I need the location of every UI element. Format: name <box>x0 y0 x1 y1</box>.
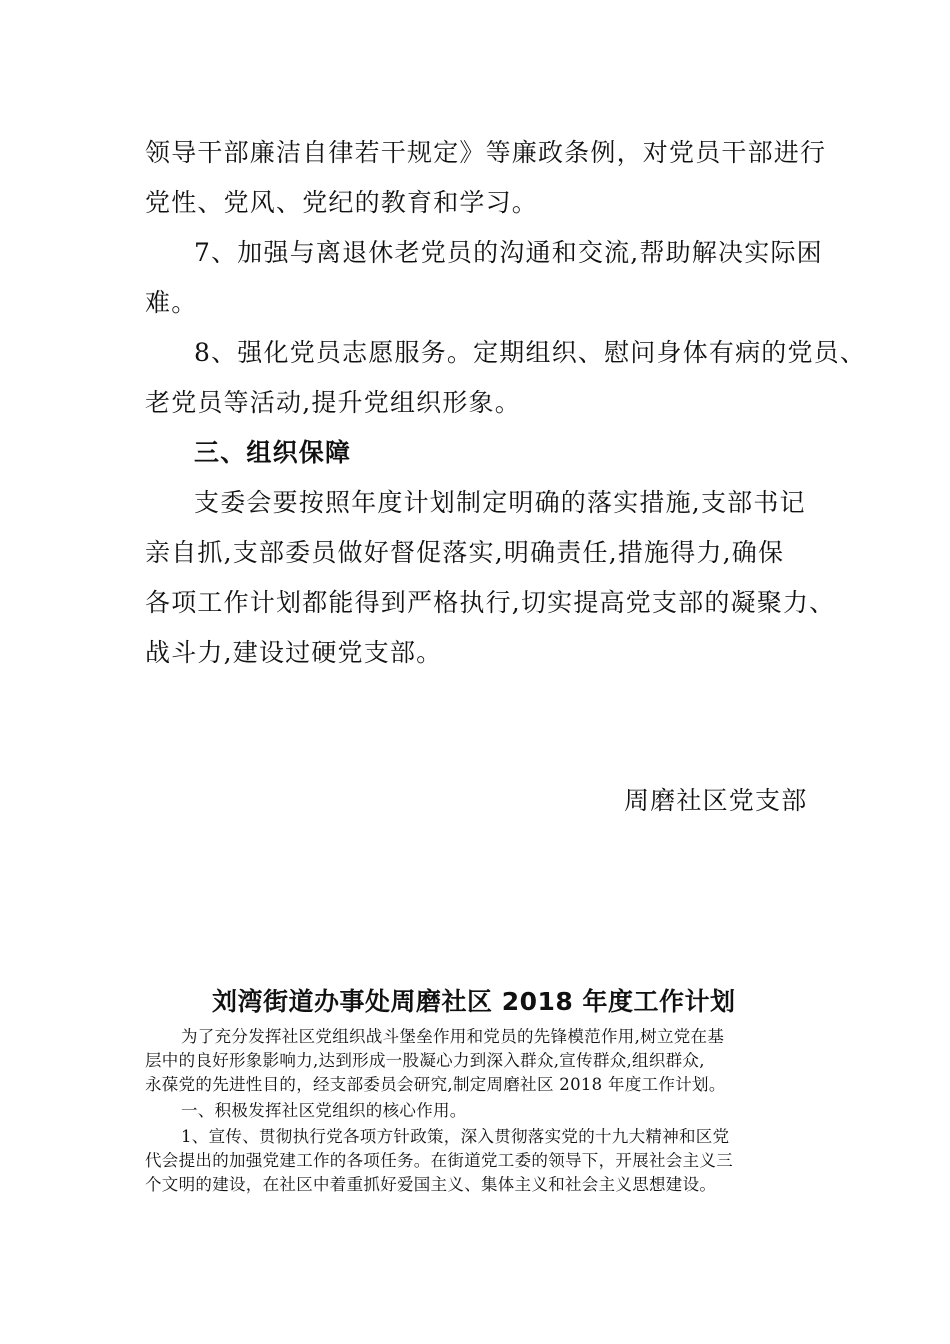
plan-line-2: 层中的良好形象影响力,达到形成一股凝心力到深入群众,宣传群众,组织群众, <box>145 1051 705 1070</box>
item-7-line-2: 难。 <box>145 288 198 317</box>
document-title: 刘湾街道办事处周磨社区 2018 年度工作计划 <box>212 987 736 1016</box>
body-line-2: 党性、党风、党纪的教育和学习。 <box>145 188 539 217</box>
section-heading-organization: 三、组织保障 <box>194 438 352 467</box>
item-7-line-1: 7、加强与离退休老党员的沟通和交流,帮助解决实际困 <box>194 238 823 267</box>
closing-line-4: 战斗力,建设过硬党支部。 <box>145 638 443 667</box>
item-8-line-1: 8、强化党员志愿服务。定期组织、慰问身体有病的党员、 <box>194 338 867 367</box>
closing-line-2: 亲自抓,支部委员做好督促落实,明确责任,措施得力,确保 <box>145 538 785 567</box>
plan-heading-1: 一、积极发挥社区党组织的核心作用。 <box>181 1101 467 1120</box>
closing-line-1: 支委会要按照年度计划制定明确的落实措施,支部书记 <box>194 488 806 517</box>
plan-line-6: 个文明的建设，在社区中着重抓好爱国主义、集体主义和社会主义思想建设。 <box>145 1175 717 1194</box>
plan-line-5: 代会提出的加强党建工作的各项任务。在街道党工委的领导下，开展社会主义三 <box>145 1151 733 1170</box>
plan-line-1: 为了充分发挥社区党组织战斗堡垒作用和党员的先锋模范作用,树立党在基 <box>181 1027 725 1046</box>
signature: 周磨社区党支部 <box>624 786 808 815</box>
item-8-line-2: 老党员等活动,提升党组织形象。 <box>145 388 521 417</box>
body-line-1: 领导干部廉洁自律若干规定》等廉政条例，对党员干部进行 <box>145 138 827 167</box>
closing-line-3: 各项工作计划都能得到严格执行,切实提高党支部的凝聚力、 <box>145 588 836 617</box>
plan-line-3: 永葆党的先进性目的，经支部委员会研究,制定周磨社区 2018 年度工作计划。 <box>145 1075 726 1094</box>
plan-line-4: 1、宣传、贯彻执行党各项方针政策，深入贯彻落实党的十九大精神和区党 <box>181 1127 730 1146</box>
